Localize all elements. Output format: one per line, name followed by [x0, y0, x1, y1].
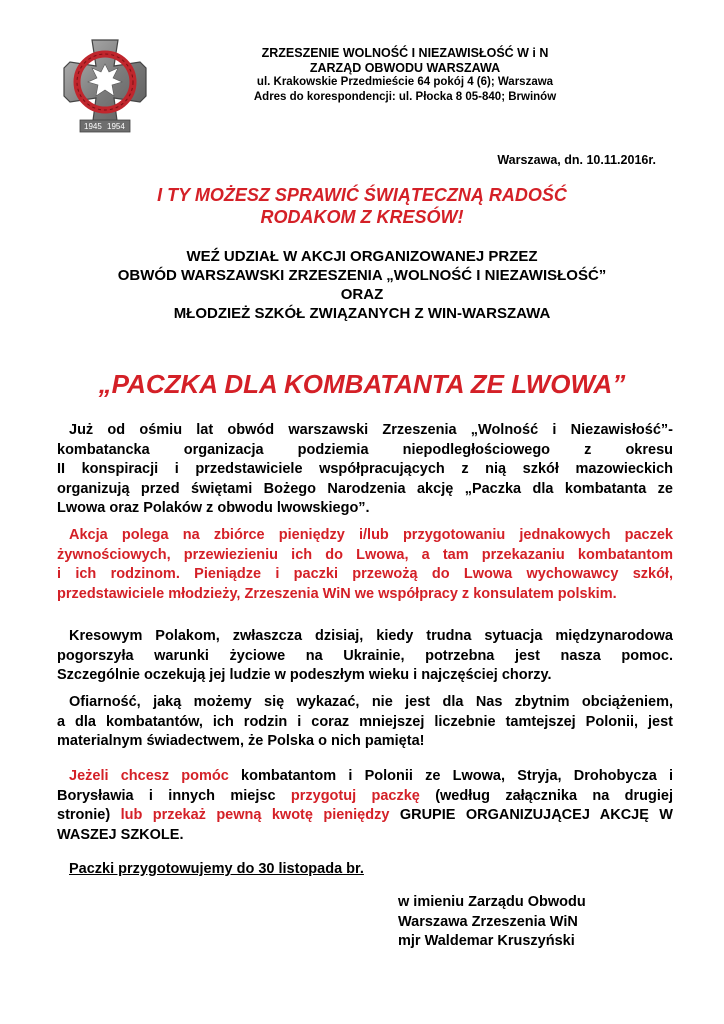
- paragraph-intro: [57, 421, 673, 519]
- paragraph-line: Akcja polega na zbiórce pieniędzy i/lub przygotowaniu jednakowych paczek: [69, 527, 673, 543]
- subheading-line-2: OBWÓD WARSZAWSKI ZRZESZENIA „WOLNOŚĆ I NIEZAWISŁOŚĆ”: [117, 267, 607, 284]
- org-name: ZRZESZENIE WOLNOŚĆ I NIEZAWISŁOŚĆ W i N: [261, 46, 549, 60]
- paragraph-line: Już od ośmiu lat obwód warszawski Zrzeszenia „Wolność i Niezawisłość”-: [69, 422, 673, 438]
- paragraph-action: [57, 526, 673, 604]
- paragraph-line: pogorszyła warunki życiowe na Ukrainie, potrzebna jest nasza pomoc.: [57, 647, 673, 664]
- help-phrase: Jeżeli chcesz pomóc: [69, 768, 229, 784]
- subheading: [0, 247, 724, 323]
- donate-phrase: lub przekaż pewną kwotę pieniędzy: [120, 807, 390, 823]
- campaign-title: „PACZKA DLA KOMBATANTA ZE LWOWA”: [98, 369, 626, 399]
- subheading-line-3: ORAZ: [340, 286, 384, 303]
- prepare-package-phrase: przygotuj paczkę: [290, 787, 420, 804]
- letter-date: Warszawa, dn. 10.11.2016r.: [497, 153, 656, 167]
- subheading-line-1: WEŹ UDZIAŁ W AKCJI ORGANIZOWANEJ PRZEZ: [186, 248, 538, 265]
- paragraph-line: przedstawiciele młodzieży, Zrzeszenia WiN we współpracy z konsulatem polskim.: [57, 585, 617, 602]
- paragraph-offering: [57, 693, 673, 752]
- deadline-note: [57, 860, 673, 880]
- slogan-line-1: I TY MOŻESZ SPRAWIĆ ŚWIĄTECZNĄ RADOŚĆ: [157, 185, 567, 205]
- signature-block: [398, 893, 586, 952]
- paragraph-line: Szczególnie oczekują jej ludzie w podeszłym wieku i najczęściej chorzy.: [57, 667, 552, 683]
- paragraph-line: a dla kombatantów, ich rodzin i coraz mniejszej liczebnie tamtejszej Polonii, jest: [57, 713, 673, 730]
- slogan: [0, 184, 724, 228]
- paragraph-line: organizują przed świętami Bożego Narodzenia akcję „Paczka dla kombatanta ze: [57, 480, 673, 497]
- paragraph-call-to-action: Jeżeli chcesz pomóc kombatantom i Polonii ze Lwowa, Stryja, Drohobycza i Borysławia i innych miejsc przygotuj paczkę (według załącznika na drugiej stronie) lub przekaż pewną kwotę pieniędzy GRUPIE ORGANIZUJĄCEJ AKCJĘ W WASZEJ SZKOLE.: [57, 768, 674, 843]
- paragraph-line: Ofiarność, jaką możemy się wykazać, nie jest dla Nas zbytnim obciążeniem,: [69, 694, 673, 710]
- letterhead: [240, 46, 570, 104]
- address: ul. Krakowskie Przedmieście 64 pokój 4 (6); Warszawa: [256, 76, 554, 88]
- paragraph-line: kombatancka organizacja podziemia niepodległościowego z okresu: [57, 441, 673, 458]
- cross-emblem-icon: [62, 38, 148, 136]
- paragraph-line: Lwowa oraz Polaków z obwodu lwowskiego”.: [57, 500, 370, 516]
- signature-line-1: w imieniu Zarządu Obwodu: [398, 894, 586, 910]
- paragraph-line: II konspiracji i przedstawiciele współpracujących z nią szkół mazowieckich: [57, 461, 673, 477]
- paragraph-line: Kresowym Polakom, zwłaszcza dzisiaj, kiedy trudna sytuacja międzynarodowa: [69, 628, 673, 644]
- board-name: ZARZĄD OBWODU WARSZAWA: [309, 60, 501, 75]
- signature-name: mjr Waldemar Kruszyński: [398, 933, 575, 949]
- paragraph-kresy: [57, 627, 673, 686]
- subheading-line-4: MŁODZIEŻ SZKÓŁ ZWIĄZANYCH Z WIN-WARSZAWA: [173, 305, 551, 322]
- paragraph-line: żywnościowych, przewiezieniu ich do Lwowa, a tam przekazaniu kombatantom: [57, 546, 673, 563]
- correspondence-address: Adres do korespondencji: ul. Płocka 8 05-840; Brwinów: [253, 90, 557, 103]
- logo-year-left: 1945: [84, 122, 102, 131]
- deadline-text: Paczki przygotowujemy do 30 listopada br.: [69, 861, 364, 877]
- paragraph-line: materialnym świadectwem, że Polska o nich pamięta!: [57, 733, 425, 749]
- logo-year-right: 1954: [107, 122, 125, 131]
- signature-line-2: Warszawa Zrzeszenia WiN: [398, 913, 578, 930]
- slogan-line-2: RODAKOM Z KRESÓW!: [260, 207, 464, 227]
- paragraph-line: i ich rodzinom. Pieniądze i paczki przewożą do Lwowa wychowawcy szkół,: [57, 566, 673, 582]
